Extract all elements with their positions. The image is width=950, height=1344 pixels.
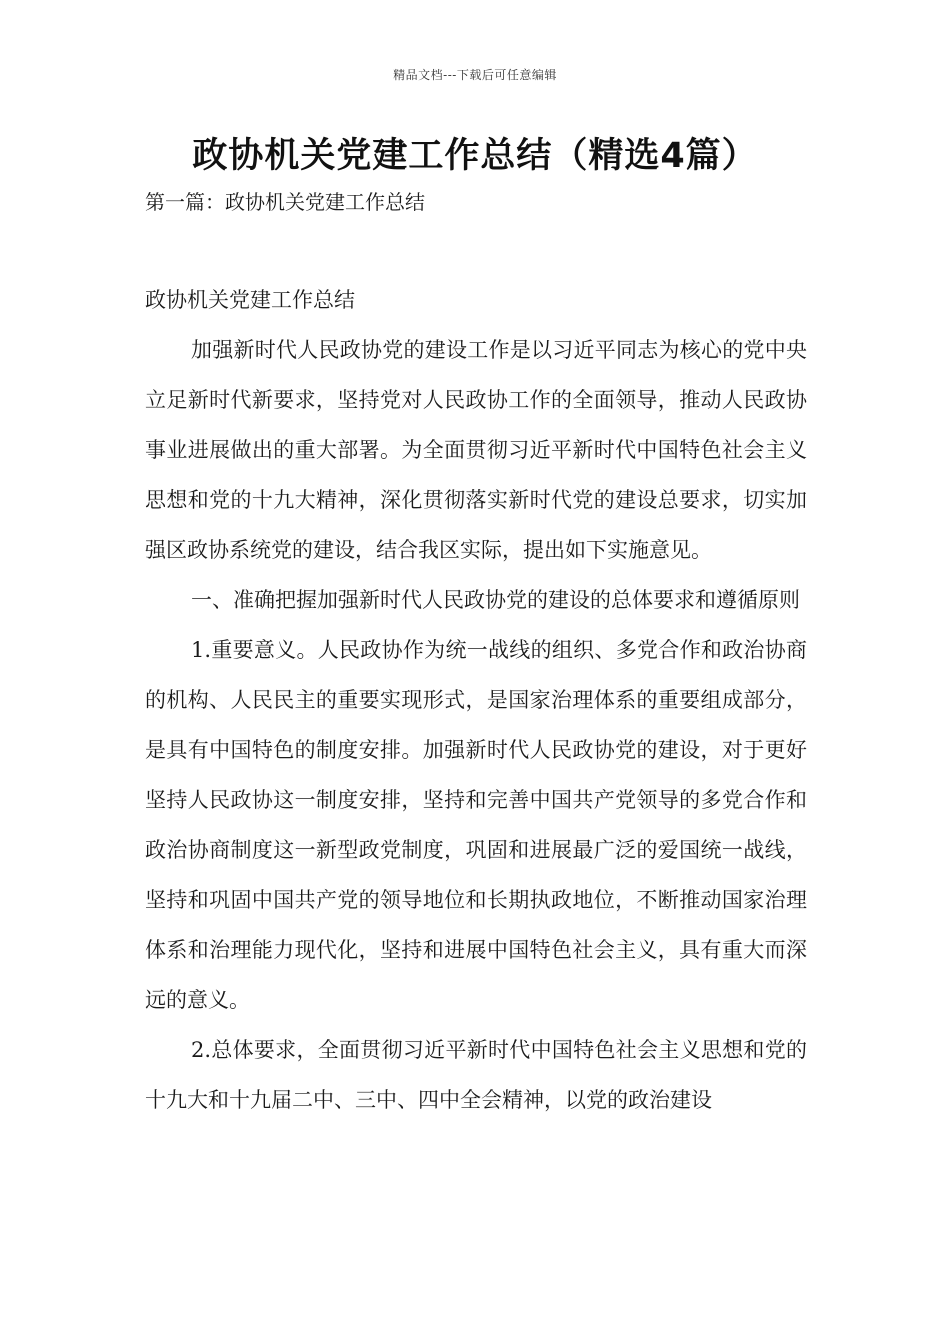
section-heading: 政协机关党建工作总结 (145, 288, 355, 312)
paragraph: 1.重要意义。人民政协作为统一战线的组织、多党合作和政治协商的机构、人民民主的重要实现形式，是国家治理体系的重要组成部分，是具有中国特色的制度安排。加强新时代人民政协党的建设，对于更好坚持人民政协这一制度安排，坚持和完善中国共产党领导的多党合作和政治协商制度这一新型政党制度，巩固和进展最广泛的爱国统一战线，坚持和巩固中国共产党的领导地位和长期执政地位，不断推动国家治理体系和治理能力现代化，坚持和进展中国特色社会主义，具有重大而深远的意义。 (145, 638, 807, 1012)
document-subtitle: 第一篇：政协机关党建工作总结 (145, 190, 425, 214)
paragraph: 一、准确把握加强新时代人民政协党的建设的总体要求和遵循原则 (191, 588, 800, 612)
document-title: 政协机关党建工作总结（精选4篇） (192, 136, 758, 176)
header-note: 精品文档---下载后可任意编辑 (393, 68, 557, 82)
paragraph: 2.总体要求，全面贯彻习近平新时代中国特色社会主义思想和党的十九大和十九届二中、三中、四中全会精神，以党的政治建设 (145, 1038, 807, 1112)
document-body (145, 275, 807, 1125)
paragraph: 加强新时代人民政协党的建设工作是以习近平同志为核心的党中央立足新时代新要求，坚持党对人民政协工作的全面领导，推动人民政协事业进展做出的重大部署。为全面贯彻习近平新时代中国特色社会主义思想和党的十九大精神，深化贯彻落实新时代党的建设总要求，切实加强区政协系统党的建设，结合我区实际，提出如下实施意见。 (145, 338, 807, 562)
